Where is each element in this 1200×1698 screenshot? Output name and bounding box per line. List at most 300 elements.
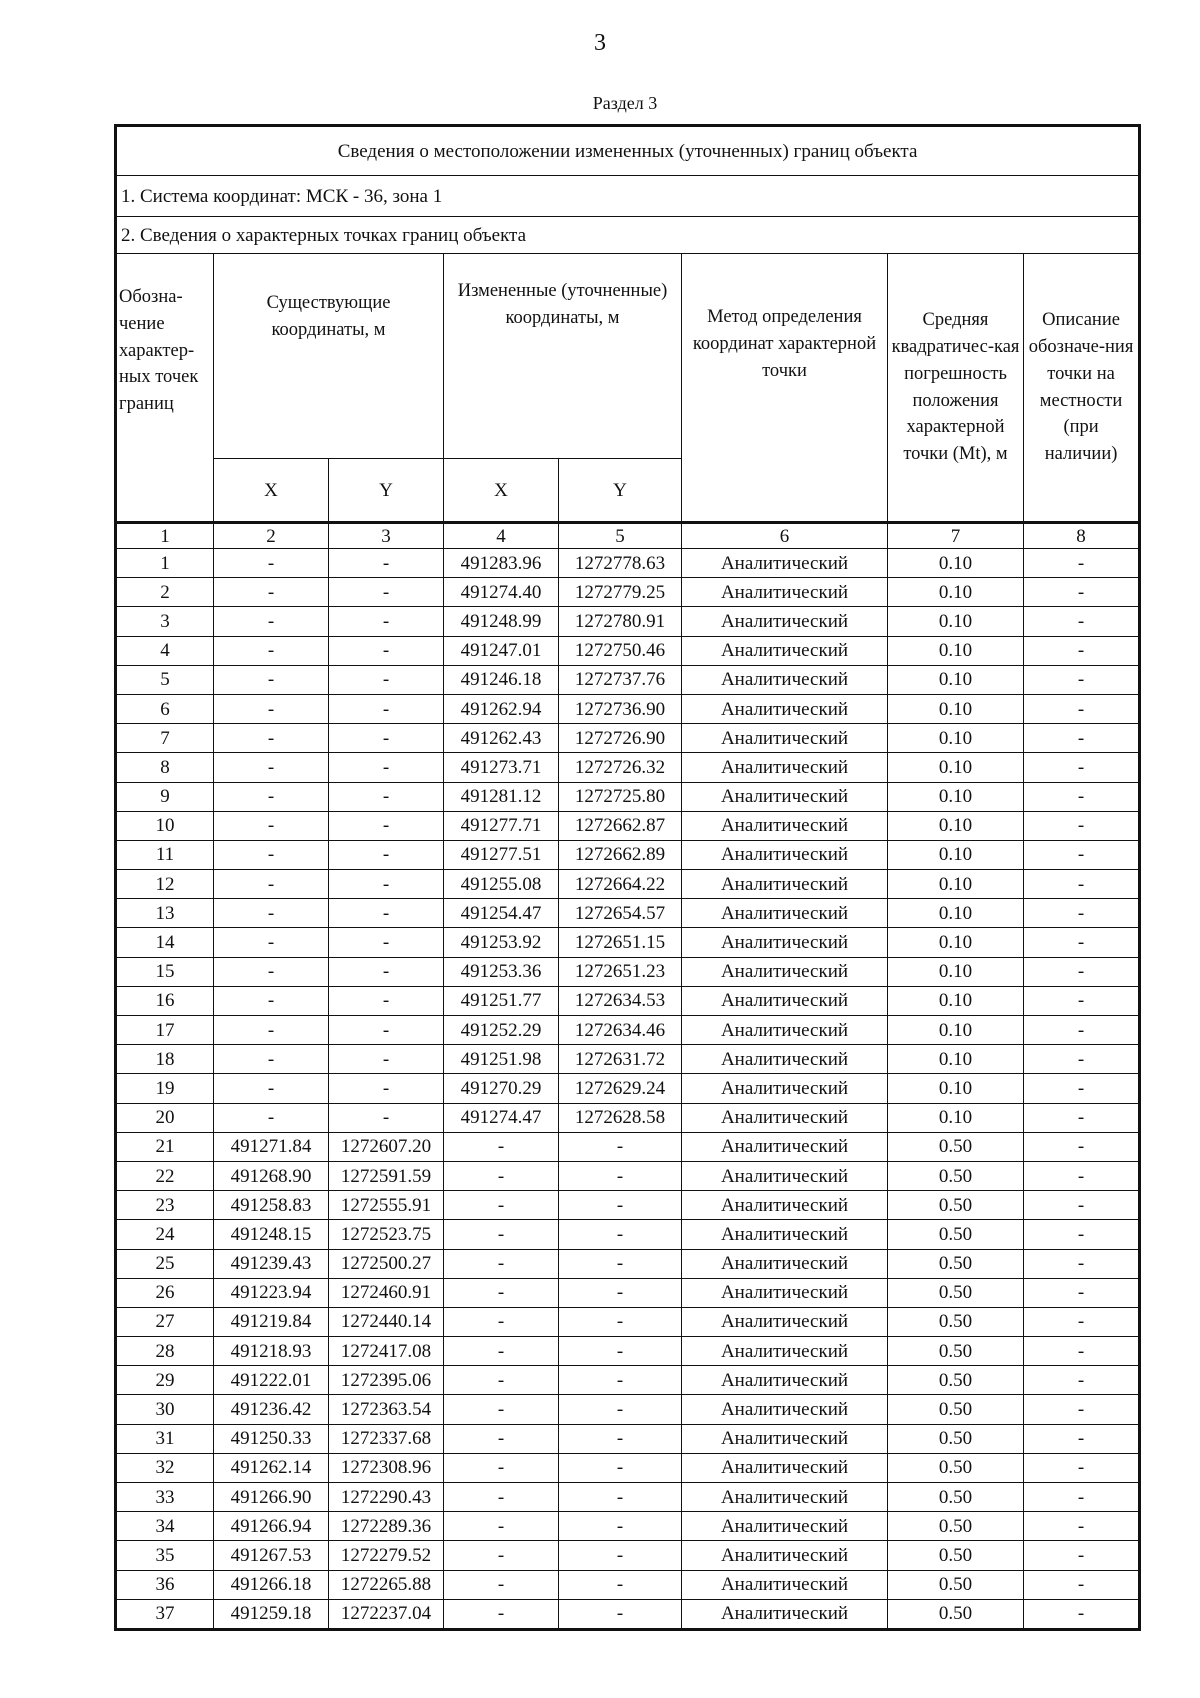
- description-cell: -: [1024, 1453, 1140, 1482]
- changed-y-cell: -: [559, 1220, 682, 1249]
- changed-y-cell: -: [559, 1132, 682, 1161]
- changed-y-cell: 1272654.57: [559, 899, 682, 928]
- column-numbers-row: [116, 523, 1140, 549]
- existing-y-cell: -: [329, 957, 444, 986]
- changed-y-cell: -: [559, 1161, 682, 1190]
- changed-y-cell: -: [559, 1541, 682, 1570]
- description-cell: -: [1024, 1541, 1140, 1570]
- description-cell: -: [1024, 1249, 1140, 1278]
- changed-x-cell: -: [444, 1599, 559, 1629]
- existing-y-cell: 1272363.54: [329, 1395, 444, 1424]
- changed-y-cell: 1272631.72: [559, 1045, 682, 1074]
- method-cell: Аналитический: [682, 694, 888, 723]
- method-cell: Аналитический: [682, 1395, 888, 1424]
- existing-y-cell: -: [329, 636, 444, 665]
- changed-x-cell: -: [444, 1453, 559, 1482]
- point-number-cell: 7: [116, 724, 214, 753]
- changed-y-cell: 1272628.58: [559, 1103, 682, 1132]
- changed-y-cell: 1272629.24: [559, 1074, 682, 1103]
- changed-x-cell: 491277.51: [444, 840, 559, 869]
- changed-x-cell: 491246.18: [444, 665, 559, 694]
- existing-y-cell: 1272440.14: [329, 1307, 444, 1336]
- mean-square-error-cell: 0.50: [888, 1424, 1024, 1453]
- mean-square-error-cell: 0.10: [888, 549, 1024, 578]
- mean-square-error-cell: 0.10: [888, 957, 1024, 986]
- changed-y-cell: 1272779.25: [559, 578, 682, 607]
- existing-y-cell: -: [329, 870, 444, 899]
- point-number-cell: 10: [116, 811, 214, 840]
- existing-x-cell: 491259.18: [214, 1599, 329, 1629]
- point-number-cell: 1: [116, 549, 214, 578]
- mean-square-error-cell: 0.10: [888, 782, 1024, 811]
- changed-y-cell: 1272726.90: [559, 724, 682, 753]
- method-cell: Аналитический: [682, 1570, 888, 1599]
- changed-x-cell: 491251.77: [444, 986, 559, 1015]
- existing-y-cell: 1272500.27: [329, 1249, 444, 1278]
- table-row: [116, 1161, 1140, 1190]
- existing-x-cell: -: [214, 1103, 329, 1132]
- existing-y-cell: 1272279.52: [329, 1541, 444, 1570]
- description-cell: -: [1024, 1307, 1140, 1336]
- changed-y-cell: -: [559, 1483, 682, 1512]
- method-cell: Аналитический: [682, 870, 888, 899]
- changed-x-cell: 491253.36: [444, 957, 559, 986]
- changed-x-cell: 491255.08: [444, 870, 559, 899]
- existing-x-cell: 491236.42: [214, 1395, 329, 1424]
- table-row: [116, 1453, 1140, 1482]
- changed-x-cell: 491252.29: [444, 1016, 559, 1045]
- mean-square-error-cell: 0.10: [888, 753, 1024, 782]
- description-cell: -: [1024, 1366, 1140, 1395]
- table-row: [116, 1512, 1140, 1541]
- changed-x-cell: -: [444, 1161, 559, 1190]
- method-cell: Аналитический: [682, 1191, 888, 1220]
- point-number-cell: 11: [116, 840, 214, 869]
- existing-x-cell: -: [214, 811, 329, 840]
- description-cell: -: [1024, 1570, 1140, 1599]
- method-cell: Аналитический: [682, 607, 888, 636]
- table-row: [116, 899, 1140, 928]
- method-cell: Аналитический: [682, 1483, 888, 1512]
- description-cell: -: [1024, 724, 1140, 753]
- table-row: [116, 1220, 1140, 1249]
- changed-y-cell: -: [559, 1278, 682, 1307]
- existing-y-cell: 1272523.75: [329, 1220, 444, 1249]
- changed-y-cell: 1272662.89: [559, 840, 682, 869]
- existing-x-cell: 491266.90: [214, 1483, 329, 1512]
- changed-y-cell: 1272778.63: [559, 549, 682, 578]
- point-number-cell: 5: [116, 665, 214, 694]
- existing-y-cell: 1272555.91: [329, 1191, 444, 1220]
- changed-x-cell: -: [444, 1395, 559, 1424]
- description-cell: -: [1024, 1016, 1140, 1045]
- table-row: [116, 694, 1140, 723]
- method-cell: Аналитический: [682, 1016, 888, 1045]
- description-cell: -: [1024, 665, 1140, 694]
- mean-square-error-cell: 0.50: [888, 1220, 1024, 1249]
- changed-x-cell: 491262.94: [444, 694, 559, 723]
- changed-x-cell: 491248.99: [444, 607, 559, 636]
- changed-y-cell: -: [559, 1512, 682, 1541]
- method-cell: Аналитический: [682, 1366, 888, 1395]
- existing-y-cell: -: [329, 899, 444, 928]
- description-cell: -: [1024, 694, 1140, 723]
- table-row: [116, 1337, 1140, 1366]
- existing-y-cell: 1272395.06: [329, 1366, 444, 1395]
- point-number-cell: 25: [116, 1249, 214, 1278]
- header-point-designation: Обозна-чение характер-ных точек границ: [116, 254, 214, 523]
- mean-square-error-cell: 0.50: [888, 1132, 1024, 1161]
- changed-y-cell: 1272726.32: [559, 753, 682, 782]
- existing-x-cell: -: [214, 870, 329, 899]
- description-cell: -: [1024, 1132, 1140, 1161]
- changed-y-cell: 1272664.22: [559, 870, 682, 899]
- method-cell: Аналитический: [682, 1599, 888, 1629]
- mean-square-error-cell: 0.10: [888, 607, 1024, 636]
- mean-square-error-cell: 0.10: [888, 1103, 1024, 1132]
- changed-x-cell: 491281.12: [444, 782, 559, 811]
- table-row: [116, 1307, 1140, 1336]
- table-row: [116, 665, 1140, 694]
- existing-y-cell: -: [329, 1103, 444, 1132]
- header-method: Метод определения координат характерной точки: [682, 254, 888, 523]
- mean-square-error-cell: 0.10: [888, 870, 1024, 899]
- column-number: 3: [329, 523, 444, 549]
- changed-y-cell: 1272662.87: [559, 811, 682, 840]
- existing-y-cell: -: [329, 1074, 444, 1103]
- method-cell: Аналитический: [682, 811, 888, 840]
- header-y-existing: Y: [329, 459, 444, 523]
- changed-y-cell: -: [559, 1249, 682, 1278]
- existing-y-cell: -: [329, 811, 444, 840]
- mean-square-error-cell: 0.50: [888, 1337, 1024, 1366]
- existing-y-cell: -: [329, 724, 444, 753]
- point-number-cell: 20: [116, 1103, 214, 1132]
- points-heading: 2. Сведения о характерных точках границ объекта: [116, 217, 1140, 254]
- changed-x-cell: 491270.29: [444, 1074, 559, 1103]
- changed-y-cell: -: [559, 1307, 682, 1336]
- existing-x-cell: 491218.93: [214, 1337, 329, 1366]
- description-cell: -: [1024, 607, 1140, 636]
- point-number-cell: 28: [116, 1337, 214, 1366]
- description-cell: -: [1024, 1599, 1140, 1629]
- method-cell: Аналитический: [682, 1074, 888, 1103]
- mean-square-error-cell: 0.10: [888, 1074, 1024, 1103]
- changed-x-cell: 491283.96: [444, 549, 559, 578]
- table-row: [116, 549, 1140, 578]
- table-row: [116, 753, 1140, 782]
- existing-y-cell: 1272289.36: [329, 1512, 444, 1541]
- changed-y-cell: -: [559, 1191, 682, 1220]
- mean-square-error-cell: 0.50: [888, 1599, 1024, 1629]
- existing-x-cell: -: [214, 899, 329, 928]
- changed-x-cell: -: [444, 1424, 559, 1453]
- method-cell: Аналитический: [682, 665, 888, 694]
- description-cell: -: [1024, 1278, 1140, 1307]
- existing-y-cell: 1272591.59: [329, 1161, 444, 1190]
- description-cell: -: [1024, 1045, 1140, 1074]
- column-number: 8: [1024, 523, 1140, 549]
- existing-y-cell: -: [329, 1045, 444, 1074]
- table-row: [116, 578, 1140, 607]
- point-number-cell: 32: [116, 1453, 214, 1482]
- mean-square-error-cell: 0.50: [888, 1278, 1024, 1307]
- mean-square-error-cell: 0.50: [888, 1161, 1024, 1190]
- changed-y-cell: 1272651.23: [559, 957, 682, 986]
- method-cell: Аналитический: [682, 1161, 888, 1190]
- point-number-cell: 27: [116, 1307, 214, 1336]
- existing-y-cell: -: [329, 665, 444, 694]
- point-number-cell: 31: [116, 1424, 214, 1453]
- point-number-cell: 33: [116, 1483, 214, 1512]
- method-cell: Аналитический: [682, 928, 888, 957]
- existing-y-cell: 1272265.88: [329, 1570, 444, 1599]
- description-cell: -: [1024, 899, 1140, 928]
- point-number-cell: 36: [116, 1570, 214, 1599]
- existing-x-cell: 491271.84: [214, 1132, 329, 1161]
- point-number-cell: 19: [116, 1074, 214, 1103]
- description-cell: -: [1024, 840, 1140, 869]
- description-cell: -: [1024, 986, 1140, 1015]
- changed-y-cell: -: [559, 1599, 682, 1629]
- changed-x-cell: -: [444, 1337, 559, 1366]
- method-cell: Аналитический: [682, 578, 888, 607]
- mean-square-error-cell: 0.10: [888, 1016, 1024, 1045]
- coordinate-system: 1. Система координат: МСК - 36, зона 1: [116, 176, 1140, 217]
- mean-square-error-cell: 0.50: [888, 1483, 1024, 1512]
- header-x-existing: X: [214, 459, 329, 523]
- table-row: [116, 811, 1140, 840]
- table-row: [116, 636, 1140, 665]
- method-cell: Аналитический: [682, 724, 888, 753]
- table-row: [116, 1103, 1140, 1132]
- existing-y-cell: -: [329, 1016, 444, 1045]
- mean-square-error-cell: 0.50: [888, 1570, 1024, 1599]
- method-cell: Аналитический: [682, 1278, 888, 1307]
- changed-x-cell: -: [444, 1307, 559, 1336]
- mean-square-error-cell: 0.50: [888, 1541, 1024, 1570]
- header-description: Описание обозначе-ния точки на местности (при наличии): [1024, 254, 1140, 523]
- existing-y-cell: -: [329, 840, 444, 869]
- method-cell: Аналитический: [682, 1541, 888, 1570]
- column-number: 4: [444, 523, 559, 549]
- changed-y-cell: 1272634.46: [559, 1016, 682, 1045]
- point-number-cell: 12: [116, 870, 214, 899]
- existing-y-cell: 1272308.96: [329, 1453, 444, 1482]
- description-cell: -: [1024, 1191, 1140, 1220]
- table-row: [116, 986, 1140, 1015]
- table-row: [116, 1599, 1140, 1629]
- column-number: 7: [888, 523, 1024, 549]
- point-number-cell: 2: [116, 578, 214, 607]
- existing-x-cell: -: [214, 724, 329, 753]
- changed-x-cell: 491247.01: [444, 636, 559, 665]
- mean-square-error-cell: 0.10: [888, 694, 1024, 723]
- method-cell: Аналитический: [682, 1424, 888, 1453]
- changed-x-cell: 491262.43: [444, 724, 559, 753]
- table-row: [116, 957, 1140, 986]
- mean-square-error-cell: 0.10: [888, 840, 1024, 869]
- point-number-cell: 24: [116, 1220, 214, 1249]
- existing-x-cell: -: [214, 636, 329, 665]
- existing-x-cell: 491250.33: [214, 1424, 329, 1453]
- point-number-cell: 34: [116, 1512, 214, 1541]
- existing-x-cell: 491262.14: [214, 1453, 329, 1482]
- mean-square-error-cell: 0.10: [888, 928, 1024, 957]
- changed-y-cell: 1272725.80: [559, 782, 682, 811]
- boundary-points-table: [114, 124, 1141, 1631]
- existing-x-cell: -: [214, 1074, 329, 1103]
- changed-y-cell: -: [559, 1570, 682, 1599]
- column-number: 5: [559, 523, 682, 549]
- table-row: [116, 1570, 1140, 1599]
- point-number-cell: 35: [116, 1541, 214, 1570]
- description-cell: -: [1024, 1074, 1140, 1103]
- existing-x-cell: -: [214, 1045, 329, 1074]
- existing-x-cell: -: [214, 665, 329, 694]
- table-row: [116, 1424, 1140, 1453]
- point-number-cell: 16: [116, 986, 214, 1015]
- method-cell: Аналитический: [682, 1307, 888, 1336]
- header-x-changed: X: [444, 459, 559, 523]
- changed-x-cell: -: [444, 1278, 559, 1307]
- table-row: [116, 1395, 1140, 1424]
- description-cell: -: [1024, 549, 1140, 578]
- point-number-cell: 9: [116, 782, 214, 811]
- table-row: [116, 928, 1140, 957]
- mean-square-error-cell: 0.50: [888, 1249, 1024, 1278]
- point-number-cell: 17: [116, 1016, 214, 1045]
- existing-x-cell: 491248.15: [214, 1220, 329, 1249]
- existing-x-cell: -: [214, 578, 329, 607]
- mean-square-error-cell: 0.10: [888, 578, 1024, 607]
- method-cell: Аналитический: [682, 1132, 888, 1161]
- point-number-cell: 37: [116, 1599, 214, 1629]
- mean-square-error-cell: 0.10: [888, 986, 1024, 1015]
- changed-y-cell: -: [559, 1337, 682, 1366]
- existing-x-cell: 491267.53: [214, 1541, 329, 1570]
- changed-x-cell: 491277.71: [444, 811, 559, 840]
- table-row: [116, 1191, 1140, 1220]
- table-row: [116, 1074, 1140, 1103]
- mean-square-error-cell: 0.10: [888, 1045, 1024, 1074]
- changed-y-cell: 1272651.15: [559, 928, 682, 957]
- existing-x-cell: -: [214, 607, 329, 636]
- header-existing-coordinates: Существующие координаты, м: [214, 254, 444, 459]
- point-number-cell: 14: [116, 928, 214, 957]
- existing-y-cell: 1272337.68: [329, 1424, 444, 1453]
- mean-square-error-cell: 0.10: [888, 636, 1024, 665]
- existing-y-cell: -: [329, 986, 444, 1015]
- table-row: [116, 840, 1140, 869]
- mean-square-error-cell: 0.50: [888, 1453, 1024, 1482]
- point-number-cell: 23: [116, 1191, 214, 1220]
- existing-y-cell: 1272290.43: [329, 1483, 444, 1512]
- header-changed-coordinates: Измененные (уточненные) координаты, м: [444, 254, 682, 459]
- changed-x-cell: 491254.47: [444, 899, 559, 928]
- changed-x-cell: -: [444, 1249, 559, 1278]
- header-y-changed: Y: [559, 459, 682, 523]
- method-cell: Аналитический: [682, 636, 888, 665]
- existing-x-cell: -: [214, 957, 329, 986]
- existing-y-cell: -: [329, 607, 444, 636]
- point-number-cell: 18: [116, 1045, 214, 1074]
- method-cell: Аналитический: [682, 753, 888, 782]
- mean-square-error-cell: 0.10: [888, 665, 1024, 694]
- changed-x-cell: -: [444, 1191, 559, 1220]
- existing-x-cell: -: [214, 1016, 329, 1045]
- description-cell: -: [1024, 782, 1140, 811]
- description-cell: -: [1024, 1103, 1140, 1132]
- mean-square-error-cell: 0.10: [888, 811, 1024, 840]
- changed-y-cell: -: [559, 1453, 682, 1482]
- description-cell: -: [1024, 1424, 1140, 1453]
- point-number-cell: 4: [116, 636, 214, 665]
- changed-x-cell: -: [444, 1512, 559, 1541]
- existing-y-cell: -: [329, 782, 444, 811]
- method-cell: Аналитический: [682, 986, 888, 1015]
- mean-square-error-cell: 0.10: [888, 899, 1024, 928]
- description-cell: -: [1024, 870, 1140, 899]
- mean-square-error-cell: 0.50: [888, 1512, 1024, 1541]
- existing-y-cell: -: [329, 928, 444, 957]
- method-cell: Аналитический: [682, 782, 888, 811]
- method-cell: Аналитический: [682, 1220, 888, 1249]
- method-cell: Аналитический: [682, 549, 888, 578]
- point-number-cell: 13: [116, 899, 214, 928]
- point-number-cell: 8: [116, 753, 214, 782]
- existing-x-cell: -: [214, 840, 329, 869]
- method-cell: Аналитический: [682, 899, 888, 928]
- table-row: [116, 1541, 1140, 1570]
- table-row: [116, 1366, 1140, 1395]
- changed-y-cell: 1272634.53: [559, 986, 682, 1015]
- existing-x-cell: 491268.90: [214, 1161, 329, 1190]
- description-cell: -: [1024, 1337, 1140, 1366]
- existing-x-cell: -: [214, 549, 329, 578]
- table-row: [116, 1016, 1140, 1045]
- description-cell: -: [1024, 811, 1140, 840]
- existing-x-cell: 491219.84: [214, 1307, 329, 1336]
- changed-x-cell: -: [444, 1541, 559, 1570]
- existing-y-cell: 1272607.20: [329, 1132, 444, 1161]
- changed-x-cell: 491253.92: [444, 928, 559, 957]
- changed-y-cell: -: [559, 1395, 682, 1424]
- changed-x-cell: 491274.47: [444, 1103, 559, 1132]
- point-number-cell: 21: [116, 1132, 214, 1161]
- existing-y-cell: 1272237.04: [329, 1599, 444, 1629]
- changed-x-cell: -: [444, 1483, 559, 1512]
- changed-y-cell: 1272737.76: [559, 665, 682, 694]
- existing-x-cell: -: [214, 753, 329, 782]
- existing-y-cell: -: [329, 694, 444, 723]
- existing-y-cell: 1272460.91: [329, 1278, 444, 1307]
- changed-y-cell: 1272750.46: [559, 636, 682, 665]
- table-row: [116, 1483, 1140, 1512]
- changed-y-cell: -: [559, 1366, 682, 1395]
- changed-y-cell: 1272736.90: [559, 694, 682, 723]
- description-cell: -: [1024, 1220, 1140, 1249]
- changed-y-cell: -: [559, 1424, 682, 1453]
- mean-square-error-cell: 0.50: [888, 1191, 1024, 1220]
- existing-x-cell: 491266.18: [214, 1570, 329, 1599]
- existing-x-cell: -: [214, 694, 329, 723]
- existing-x-cell: 491266.94: [214, 1512, 329, 1541]
- page-number: 3: [594, 30, 606, 56]
- point-number-cell: 15: [116, 957, 214, 986]
- point-number-cell: 3: [116, 607, 214, 636]
- changed-x-cell: 491273.71: [444, 753, 559, 782]
